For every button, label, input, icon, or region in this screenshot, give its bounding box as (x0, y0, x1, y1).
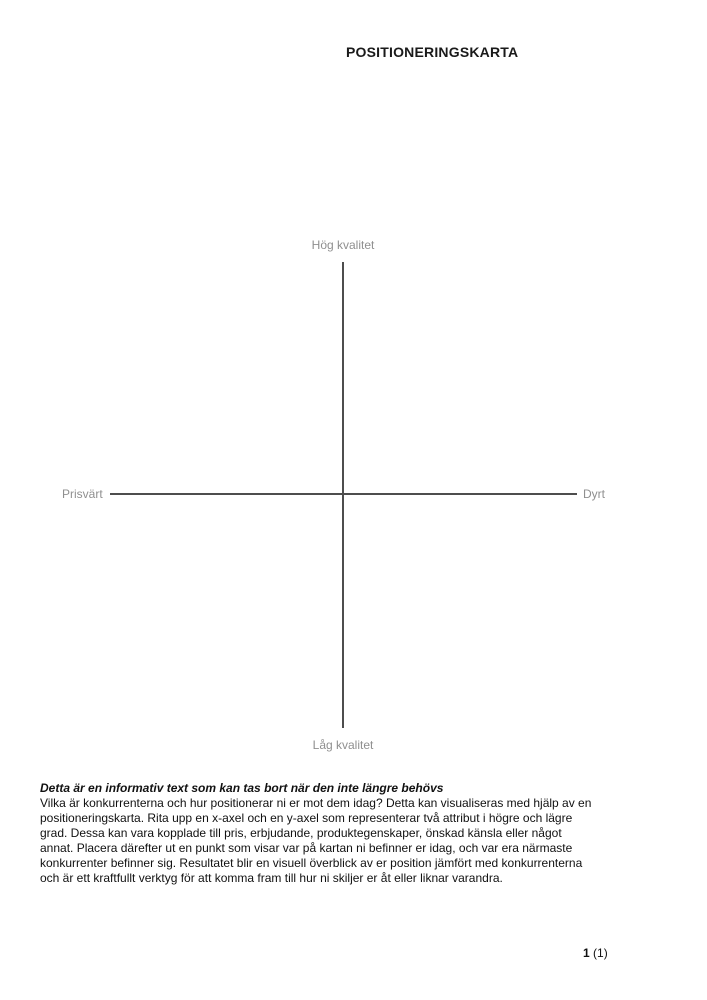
page-title: POSITIONERINGSKARTA (346, 44, 519, 60)
footer-page-number (583, 946, 608, 960)
info-heading: Detta är en informativ text som kan tas bort när den inte längre behövs (40, 781, 444, 795)
x-axis-line (110, 493, 577, 495)
info-body-text: Vilka är konkurrenterna och hur positionerar ni er mot dem idag? Detta kan visualiseras med hjälp av en positioneringskarta. Rita upp en x-axel och en y-axel som representerar två attribut i högre och lägre grad. Dessa kan vara kopplade till pris, erbjudande, produktegenskaper, önskad känsla eller något annat. Placera därefter ut en punkt som visar var på kartan ni befinner er idag, och var era närmaste konkurrenter befinner sig. Resultatet blir en visuell överblick av er position jämfört med konkurrenterna och är ett kraftfullt verktyg för att komma fram till hur ni skiljer er åt eller liknar varandra. (40, 796, 592, 885)
axis-label-left: Prisvärt (62, 487, 103, 501)
axis-label-top: Hög kvalitet (311, 238, 375, 252)
page-number-total: (1) (589, 946, 608, 960)
y-axis-line (342, 262, 344, 728)
page-number-current: 1 (583, 946, 590, 960)
axis-label-bottom: Låg kvalitet (312, 738, 374, 752)
axis-label-right: Dyrt (583, 487, 605, 501)
info-text-block (40, 781, 596, 886)
